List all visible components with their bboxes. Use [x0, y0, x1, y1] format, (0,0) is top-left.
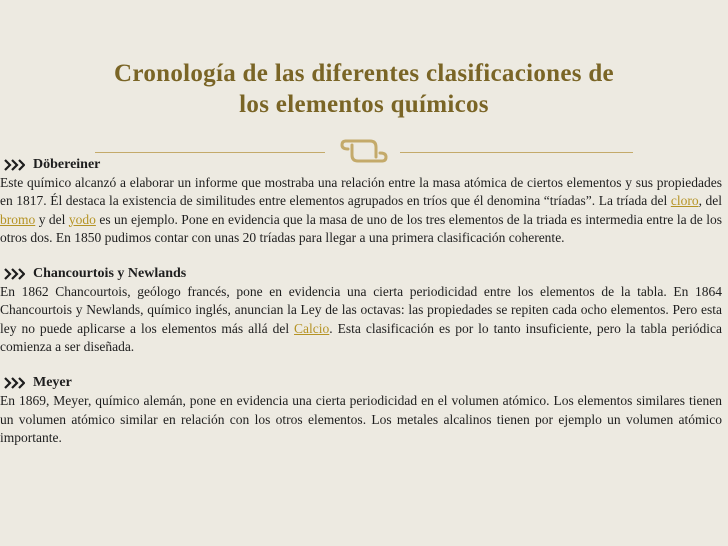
section-paragraph	[0, 392, 722, 447]
text-run: En 1869, Meyer, químico alemán, pone en evidencia una cierta periodicidad en el volumen atómico. Los elementos similares tienen un volumen atómico similar en relación con los otros elementos. Los metales alcalinos tienen por ejemplo un volumen atómico importante.	[0, 393, 722, 445]
section-heading-text: Chancourtois y Newlands	[33, 266, 187, 282]
double-arrow-bullet-icon	[3, 158, 25, 172]
section-paragraph	[0, 283, 722, 356]
section-meyer	[0, 374, 722, 447]
text-run: En 1862 Chancourtois, geólogo francés, pone en evidencia una cierta periodicidad entre los elementos de la tabla. En 1864 Chancourtois y Newlands, químico inglés, anuncian la Ley de las octavas: las propiedades se repiten cada ocho elementos. Pero esta ley no puede aplicarse a los elementos más allá del	[0, 284, 722, 336]
page-title	[40, 58, 688, 120]
section-heading	[0, 156, 722, 174]
title-line-1: Cronología de las diferentes clasificaciones de	[114, 60, 614, 87]
title-divider-right	[400, 152, 633, 153]
link-yodo[interactable]: yodo	[68, 211, 96, 227]
section-heading-text: Döbereiner	[33, 157, 101, 172]
text-run: es un ejemplo. Pone en evidencia que la masa de uno de los tres elementos de la triada es intermedia entre la de los otros dos. En 1850 pudimos contar con unas 20 tríadas para llegar a una primera clasificación coherente.	[0, 211, 722, 245]
double-arrow-bullet-icon	[3, 267, 25, 281]
section-chancourtois-newlands	[0, 265, 722, 356]
section-heading	[0, 265, 722, 283]
link-bromo[interactable]: bromo	[0, 211, 36, 227]
text-run: y del	[35, 211, 69, 227]
section-paragraph	[0, 174, 722, 247]
link-cloro[interactable]: cloro	[670, 193, 699, 209]
title-line-2: los elementos químicos	[239, 91, 489, 118]
text-run: Este químico alcanzó a elaborar un informe que mostraba una relación entre la masa atómica de ciertos elementos y sus propiedades en 1817. Él destaca la existencia de similitudes entre elementos agrupados en tríos que él denomina “tríadas”. La tríada del	[0, 175, 722, 209]
text-run: , del	[698, 193, 722, 209]
title-divider-left	[95, 152, 325, 153]
double-arrow-bullet-icon	[3, 376, 25, 390]
section-dobereiner	[0, 156, 722, 247]
link-calcio[interactable]: Calcio	[294, 320, 330, 336]
content-body	[0, 156, 722, 447]
section-heading-text: Meyer	[33, 375, 72, 391]
text-run: . Esta clasificación es por lo tanto insuficiente, pero la tabla periódica comienza a ser diseñada.	[0, 320, 723, 355]
section-heading	[0, 374, 722, 392]
